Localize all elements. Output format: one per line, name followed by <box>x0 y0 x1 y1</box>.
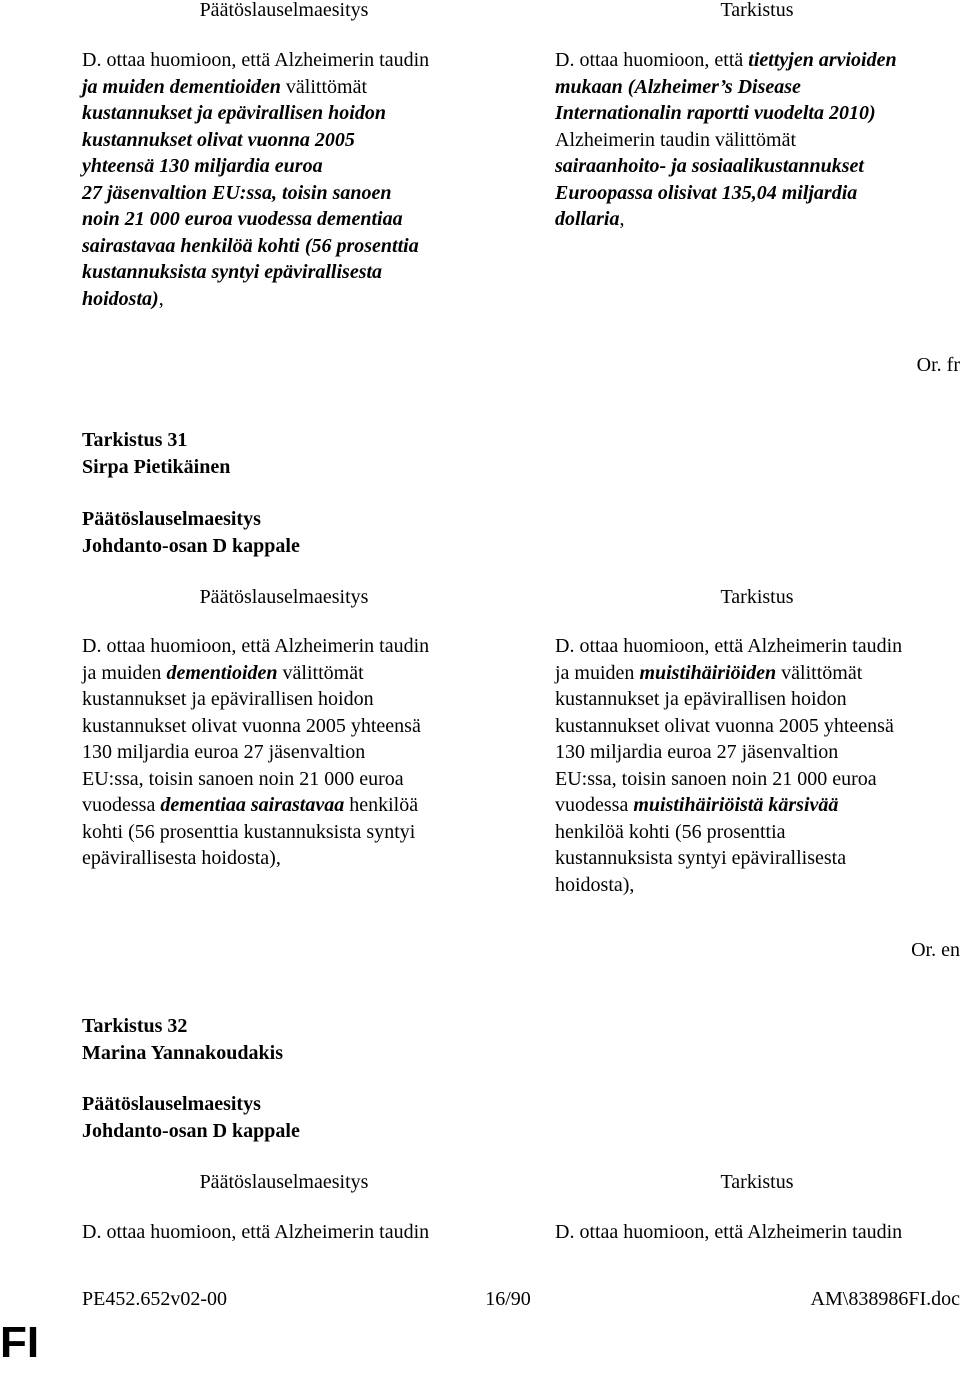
text-run: mukaan (Alzheimer’s Disease <box>555 75 801 98</box>
text-run: henkilöä <box>344 794 419 816</box>
amendment-title-32: Tarkistus 32 <box>82 1015 188 1037</box>
text-run: D. ottaa huomioon, että Alzheimerin taudin <box>82 635 430 657</box>
text-line <box>555 819 960 846</box>
motion-text-30 <box>82 47 492 312</box>
original-language-31: Or. en <box>911 939 960 961</box>
motion-text-32: D. ottaa huomioon, että Alzheimerin taudin <box>82 1221 430 1243</box>
text-run: D. ottaa huomioon, että <box>555 49 749 71</box>
text-run: yhteensä 130 miljardia euroa <box>82 155 323 177</box>
text-run: epävirallisesta hoidosta), <box>82 847 281 869</box>
document-type-31: Päätöslauselmaesitys <box>82 508 261 530</box>
text-line <box>555 845 960 872</box>
text-line <box>555 74 960 101</box>
text-line <box>82 47 492 74</box>
text-run: kustannukset ja epävirallisen hoidon <box>82 102 386 124</box>
text-run: hoidosta), <box>555 873 635 896</box>
text-run: välittömät <box>280 75 367 98</box>
column-header-right: Tarkistus <box>720 0 794 21</box>
amendment-text-32: D. ottaa huomioon, että Alzheimerin taudin <box>555 1221 903 1243</box>
text-line <box>82 286 492 313</box>
column-header-left-32: Päätöslauselmaesitys <box>199 1171 369 1193</box>
original-language-30: Or. fr <box>916 354 960 376</box>
text-run: D. ottaa huomioon, että Alzheimerin taudin <box>82 49 430 71</box>
text-line <box>555 660 960 687</box>
text-line <box>82 74 492 101</box>
text-run: ja muiden <box>82 661 167 684</box>
text-run: noin 21 000 euroa vuodessa dementiaa <box>82 208 403 230</box>
text-line <box>82 819 492 846</box>
text-line <box>82 660 492 687</box>
text-run: muistihäiriöiden <box>639 661 777 684</box>
text-run: D. ottaa huomioon, että Alzheimerin taudin <box>555 635 903 657</box>
amendment-author-32: Marina Yannakoudakis <box>82 1042 283 1064</box>
text-run: , <box>619 208 625 230</box>
text-line <box>555 792 960 819</box>
text-line <box>555 206 960 233</box>
text-run: välittömät <box>776 661 863 684</box>
text-run: hoidosta) <box>82 287 159 310</box>
text-run: 130 miljardia euroa 27 jäsenvaltion <box>82 741 366 763</box>
text-run: kustannukset olivat vuonna 2005 yhteensä <box>555 714 894 737</box>
text-line <box>555 766 960 793</box>
text-run: kustannukset olivat vuonna 2005 <box>82 128 355 151</box>
footer-file-name: AM\838986FI.doc <box>810 1288 960 1310</box>
footer-page-number: 16/90 <box>485 1288 531 1310</box>
text-run: kustannukset ja epävirallisen hoidon <box>82 688 374 710</box>
text-run: Euroopassa olisivat 135,04 miljardia <box>555 181 858 204</box>
text-run: muistihäiriöistä kärsivää <box>633 794 839 816</box>
column-header-right-31: Tarkistus <box>720 586 794 608</box>
text-run: ja muiden dementioiden <box>82 75 281 98</box>
text-line <box>82 127 492 154</box>
motion-text-31 <box>82 633 492 872</box>
text-line <box>555 153 960 180</box>
text-run: vuodessa <box>555 794 634 816</box>
text-line <box>82 259 492 286</box>
text-line <box>82 206 492 233</box>
text-line <box>82 100 492 127</box>
footer-document-reference: PE452.652v02-00 <box>82 1288 227 1310</box>
text-line <box>82 739 492 766</box>
text-line <box>555 713 960 740</box>
text-run: Alzheimerin taudin välittömät <box>555 128 797 151</box>
text-run: ja muiden <box>555 661 640 684</box>
text-run: kohti (56 prosenttia kustannuksista syntyi <box>82 820 416 843</box>
language-code: FI <box>0 1318 40 1367</box>
text-line <box>555 127 960 154</box>
text-line <box>82 233 492 260</box>
text-line <box>82 686 492 713</box>
amendment-text-30 <box>555 47 960 233</box>
text-run: kustannukset olivat vuonna 2005 yhteensä <box>82 714 421 737</box>
text-run: dementiaa sairastavaa <box>160 794 345 816</box>
text-line <box>555 739 960 766</box>
text-run: 130 miljardia euroa 27 jäsenvaltion <box>555 741 839 763</box>
text-run: EU:ssa, toisin sanoen noin 21 000 euroa <box>82 767 404 790</box>
text-run: EU:ssa, toisin sanoen noin 21 000 euroa <box>555 767 877 790</box>
text-run: kustannuksista syntyi epävirallisesta <box>555 847 847 869</box>
amendment-text-31 <box>555 633 960 898</box>
column-header-left-31: Päätöslauselmaesitys <box>199 586 369 608</box>
text-run: tiettyjen arvioiden <box>748 49 897 71</box>
text-line <box>555 180 960 207</box>
document-type-32: Päätöslauselmaesitys <box>82 1093 261 1115</box>
text-run: välittömät <box>277 661 364 684</box>
text-line <box>82 633 492 660</box>
text-line <box>555 47 960 74</box>
amendment-title-31: Tarkistus 31 <box>82 429 188 451</box>
text-run: henkilöä kohti (56 prosenttia <box>555 820 786 843</box>
text-line <box>555 633 960 660</box>
text-run: 27 jäsenvaltion EU:ssa, toisin sanoen <box>82 181 392 204</box>
text-run: dollaria <box>555 208 620 230</box>
text-run: , <box>158 287 164 310</box>
text-line <box>82 792 492 819</box>
text-run: Internationalin raportti vuodelta 2010) <box>555 102 876 124</box>
text-line <box>82 180 492 207</box>
text-line <box>82 845 492 872</box>
text-line <box>555 686 960 713</box>
text-line <box>555 100 960 127</box>
amendment-author-31: Sirpa Pietikäinen <box>82 456 231 478</box>
text-line <box>82 713 492 740</box>
text-line <box>555 872 960 899</box>
text-run: vuodessa <box>82 794 161 816</box>
text-run: sairastavaa henkilöä kohti (56 prosenttia <box>82 234 419 257</box>
column-header-right-32: Tarkistus <box>720 1171 794 1193</box>
section-reference-32: Johdanto-osan D kappale <box>82 1120 300 1142</box>
text-line <box>82 766 492 793</box>
section-reference-31: Johdanto-osan D kappale <box>82 535 300 557</box>
text-run: kustannuksista syntyi epävirallisesta <box>82 261 383 283</box>
column-header-left: Päätöslauselmaesitys <box>199 0 369 21</box>
text-run: dementioiden <box>166 661 278 684</box>
text-run: kustannukset ja epävirallisen hoidon <box>555 688 847 710</box>
text-run: sairaanhoito- ja sosiaalikustannukset <box>555 155 864 177</box>
text-line <box>82 153 492 180</box>
